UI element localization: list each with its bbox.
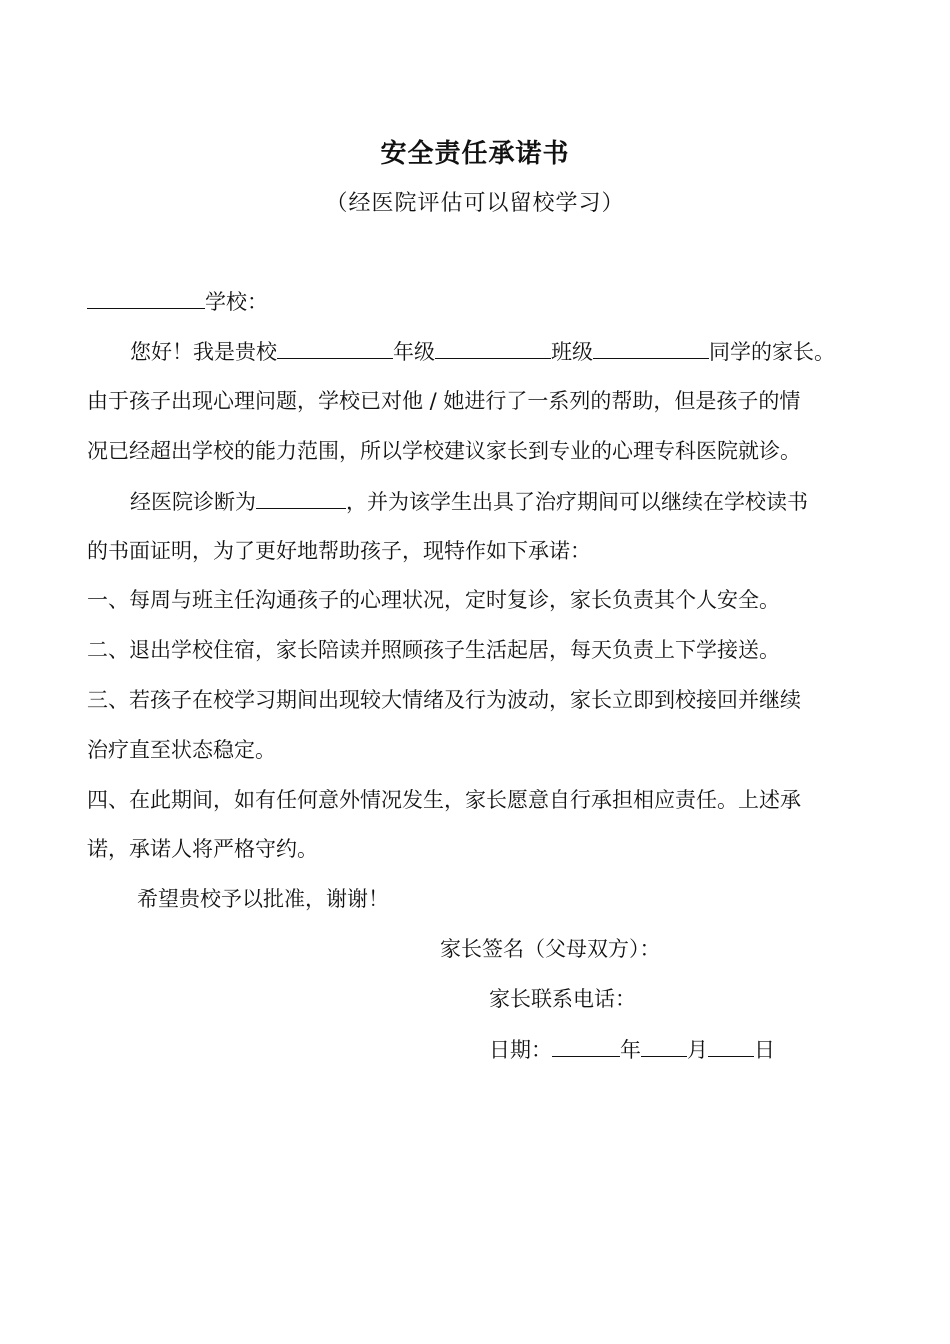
intro-line-1: [130, 336, 835, 367]
year-label: 年: [620, 1038, 641, 1062]
item-four-line-2: 诺，承诺人将严格守约。: [87, 837, 318, 861]
intro-text-a: 您好！我是贵校: [130, 340, 277, 364]
month-blank[interactable]: [641, 1034, 687, 1057]
item-two: 二、退出学校住宿，家长陪读并照顾孩子生活起居，每天负责上下学接送。: [87, 638, 780, 662]
grade-blank[interactable]: [277, 336, 393, 359]
student-name-blank[interactable]: [593, 336, 709, 359]
intro-text-parent: 同学的家长。: [709, 340, 835, 364]
intro-line-2: 由于孩子出现心理问题，学校已对他 / 她进行了一系列的帮助，但是孩子的情: [87, 389, 801, 413]
intro-text-class: 班级: [551, 340, 593, 364]
day-blank[interactable]: [708, 1034, 754, 1057]
date-line: [489, 1034, 775, 1065]
greeting-suffix: 学校：: [205, 290, 268, 314]
item-one: 一、每周与班主任沟通孩子的心理状况，定时复诊，家长负责其个人安全。: [87, 588, 780, 612]
date-label: 日期：: [489, 1038, 552, 1062]
item-three-line-2: 治疗直至状态稳定。: [87, 738, 276, 762]
month-label: 月: [687, 1038, 708, 1062]
school-greeting: [87, 286, 268, 317]
diagnosis-text-b: ，并为该学生出具了治疗期间可以继续在学校读书: [346, 490, 808, 514]
closing-text: 希望贵校予以批准，谢谢！: [137, 887, 389, 911]
item-four-line-1: 四、在此期间，如有任何意外情况发生，家长愿意自行承担相应责任。上述承: [87, 788, 801, 812]
day-label: 日: [754, 1038, 775, 1062]
parent-phone-label: 家长联系电话：: [489, 987, 636, 1011]
intro-text-grade: 年级: [393, 340, 435, 364]
diagnosis-text-a: 经医院诊断为: [130, 490, 256, 514]
document-title: 安全责任承诺书: [380, 139, 570, 169]
parent-signature-label: 家长签名（父母双方）：: [440, 937, 661, 961]
diagnosis-line-2: 的书面证明，为了更好地帮助孩子，现特作如下承诺：: [87, 539, 591, 563]
diagnosis-line-1: [130, 486, 808, 517]
intro-line-3: 况已经超出学校的能力范围，所以学校建议家长到专业的心理专科医院就诊。: [87, 439, 801, 463]
school-name-blank[interactable]: [87, 286, 205, 309]
item-three-line-1: 三、若孩子在校学习期间出现较大情绪及行为波动，家长立即到校接回并继续: [87, 688, 801, 712]
year-blank[interactable]: [552, 1034, 620, 1057]
document-subtitle: （经医院评估可以留校学习）: [325, 191, 625, 216]
diagnosis-blank[interactable]: [256, 486, 346, 509]
class-blank[interactable]: [435, 336, 551, 359]
